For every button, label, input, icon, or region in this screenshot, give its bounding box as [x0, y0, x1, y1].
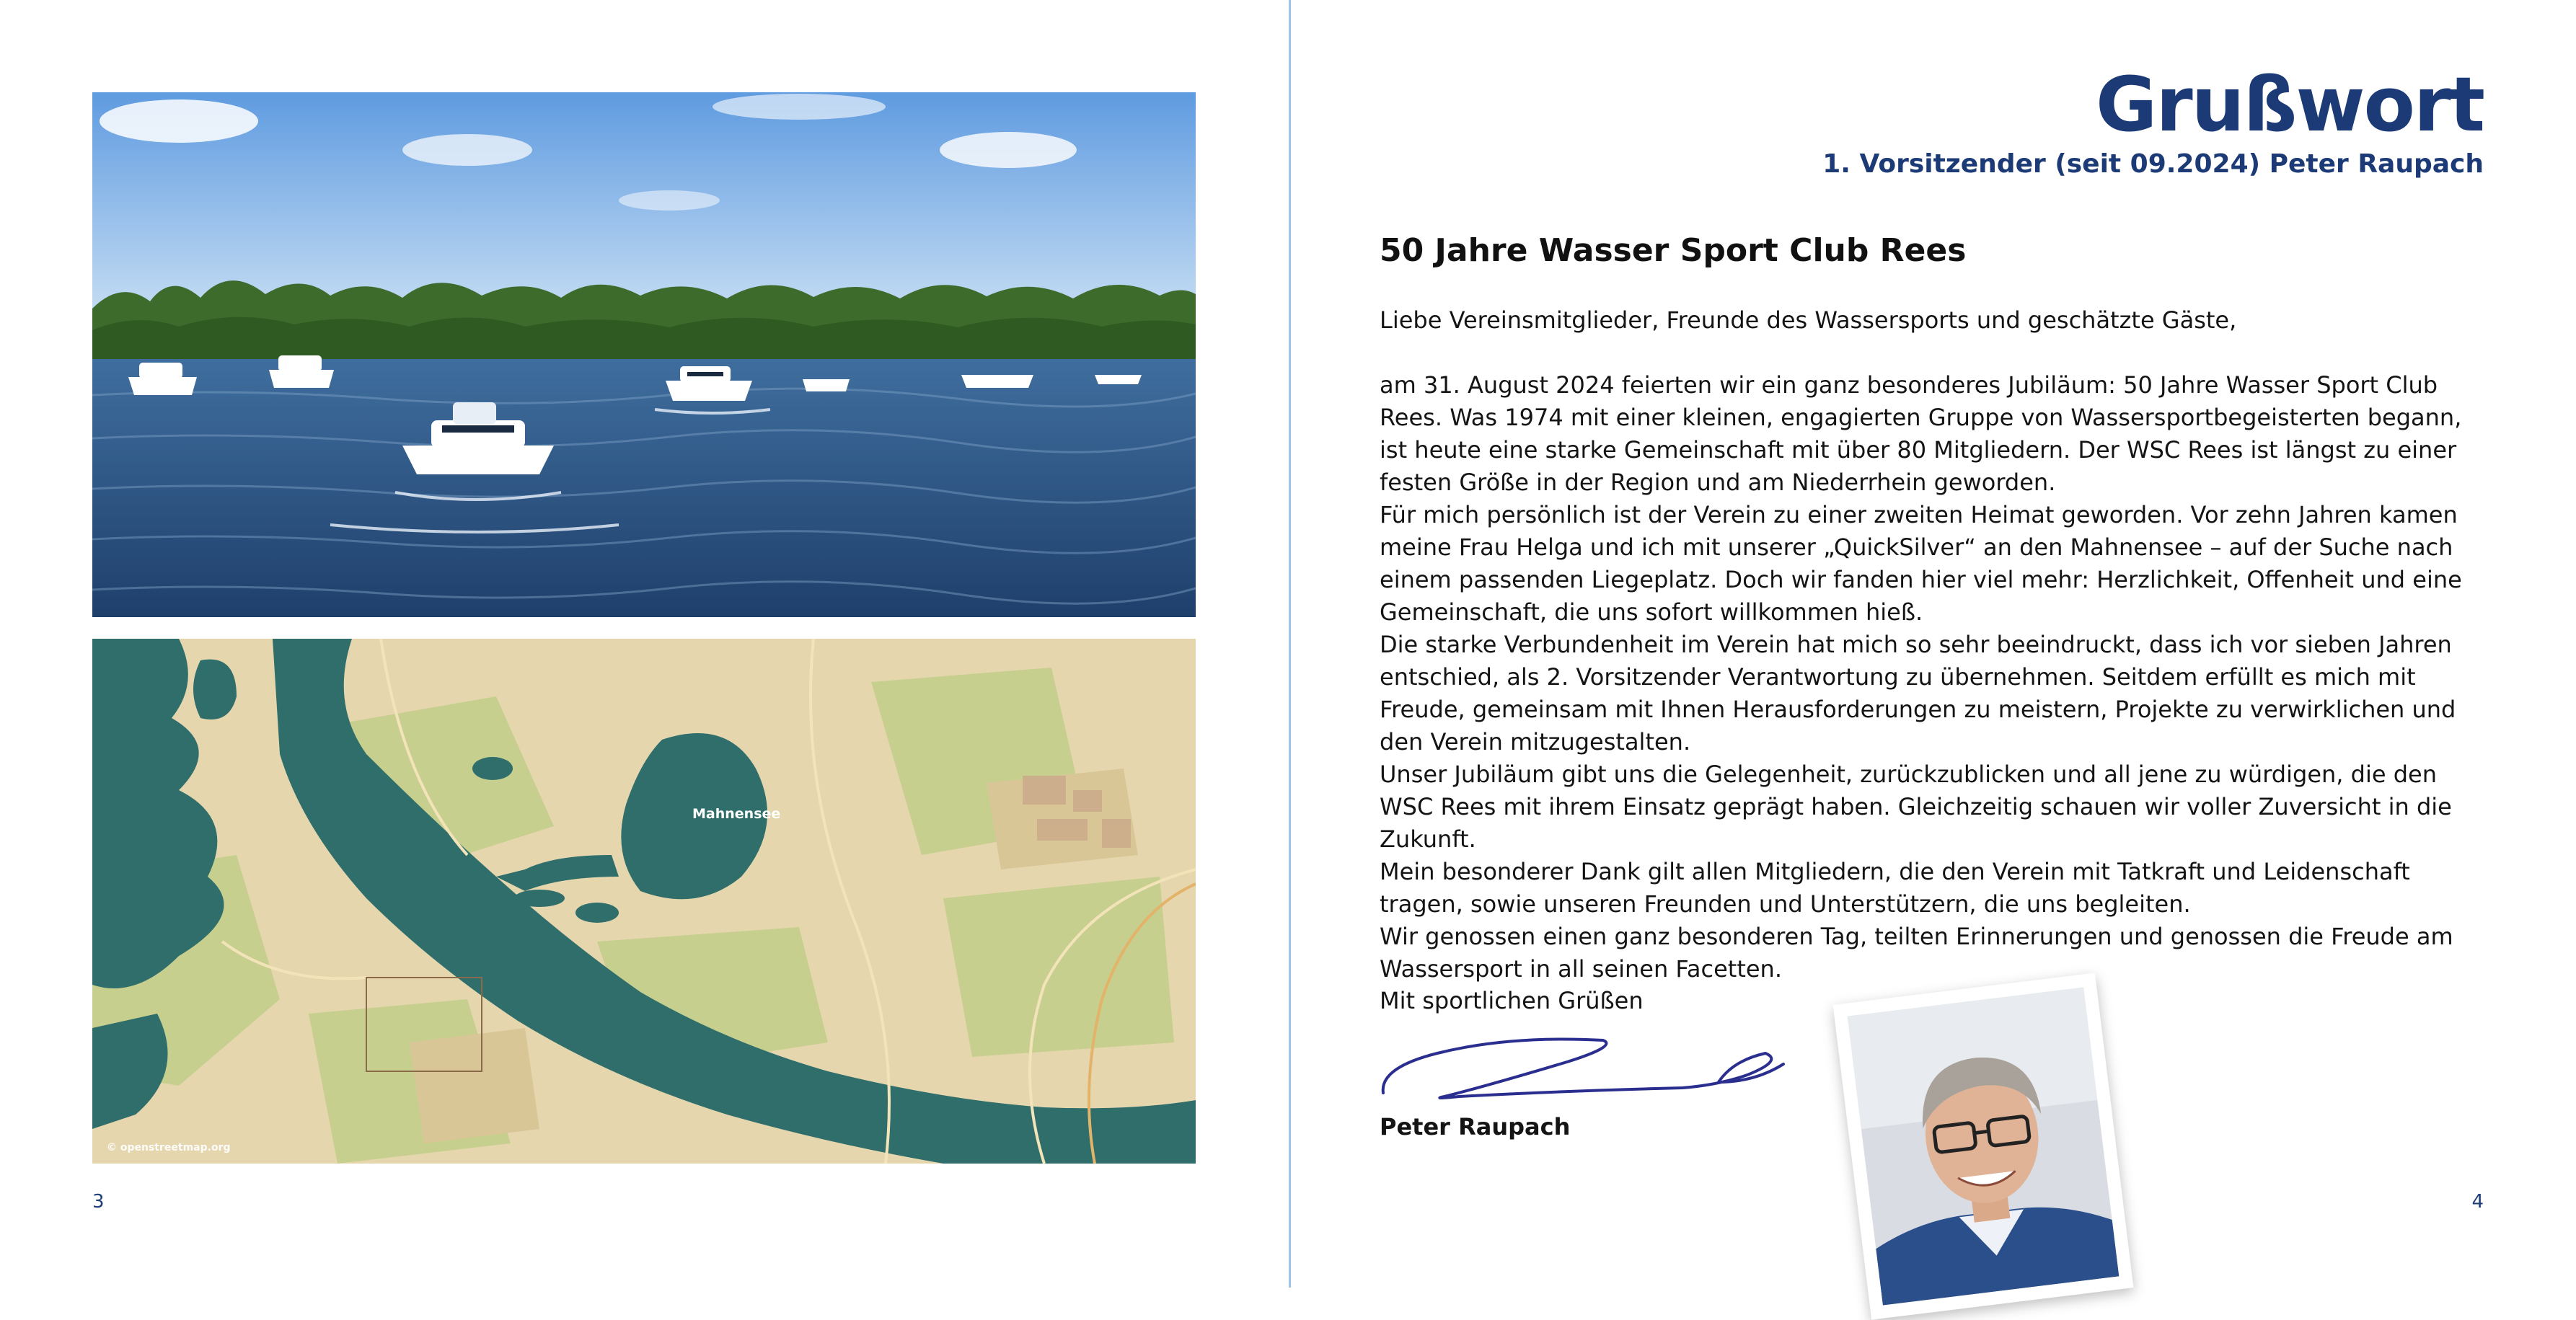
paragraph: Wir genossen einen ganz besonderen Tag, teilten Erinnerungen und genossen die Freude am Wassersport in all seinen Facetten. [1380, 923, 2453, 983]
signer-name: Peter Raupach [1380, 1113, 1571, 1140]
paragraph: am 31. August 2024 feierten wir ein ganz besonderes Jubiläum: 50 Jahre Wasser Sport Club Rees. Was 1974 mit einer kleinen, engagierten Gruppe von Wassersportbegeisterten begann, ist heute eine starke Gemeinschaft mit über 80 Mitgliedern. Der WSC Rees ist längst zu einer festen Größe in der Region und am Niederrhein geworden. [1380, 371, 2462, 496]
paragraph: Unser Jubiläum gibt uns die Gelegenheit, zurückzublicken und all jene zu würdigen, die den WSC Rees mit ihrem Einsatz geprägt haben. Gleichzeitig schauen wir voller Zuversicht in die Zukunft. [1380, 761, 2452, 853]
boats-on-lake-photo [92, 92, 1196, 617]
paragraph: Für mich persönlich ist der Verein zu einer zweiten Heimat geworden. Vor zehn Jahren kamen meine Frau Helga und ich mit unserer „QuickSilver“ an den Mahnensee – auf der Suche nach einem passenden Liegeplatz. Doch wir fanden hier viel mehr: Herzlichkeit, Offenheit und eine Gemeinschaft, die uns sofort willkommen hieß. [1380, 501, 2462, 626]
page-heading [1822, 61, 2484, 180]
page-title: Grußwort [2095, 61, 2484, 149]
map-label-mahnensee: Mahnensee [692, 806, 781, 822]
paragraph: Die starke Verbundenheit im Verein hat mich so sehr beeindruckt, dass ich vor sieben Jahren entschied, als 2. Vorsitzender Verantwortung zu übernehmen. Seitdem erfüllt es mich mit Freude, gemeinsam mit Ihnen Herausforderungen zu meistern, Projekte zu verwirklichen und den Verein mitzugestalten. [1380, 631, 2456, 756]
page-number-left: 3 [92, 1191, 105, 1213]
page-subtitle: 1. Vorsitzender (seit 09.2024) Peter Raupach [1822, 149, 2484, 179]
signature-block [1380, 985, 1884, 1140]
article-title: 50 Jahre Wasser Sport Club Rees [1380, 232, 1967, 269]
paragraph-gap [1380, 337, 2490, 369]
page-gutter-divider [1289, 0, 1291, 1288]
greeting-article [1380, 229, 2490, 985]
paragraph: Mein besonderer Dank gilt allen Mitgliedern, die den Verein mit Tatkraft und Leidenschaft tragen, sowie unseren Freunden und Unterstützern, die uns begleiten. [1380, 858, 2410, 918]
page-number-right: 4 [2471, 1191, 2484, 1213]
area-map [92, 639, 1196, 1164]
map-credit: © openstreetmap.org [107, 1142, 231, 1153]
closing-line: Mit sportlichen Grüßen [1380, 987, 1644, 1014]
greeting-line: Liebe Vereinsmitglieder, Freunde des Wassersports und geschätzte Gäste, [1380, 306, 2237, 334]
handwritten-signature [1380, 1024, 1791, 1104]
portrait-photo [1833, 973, 2134, 1319]
